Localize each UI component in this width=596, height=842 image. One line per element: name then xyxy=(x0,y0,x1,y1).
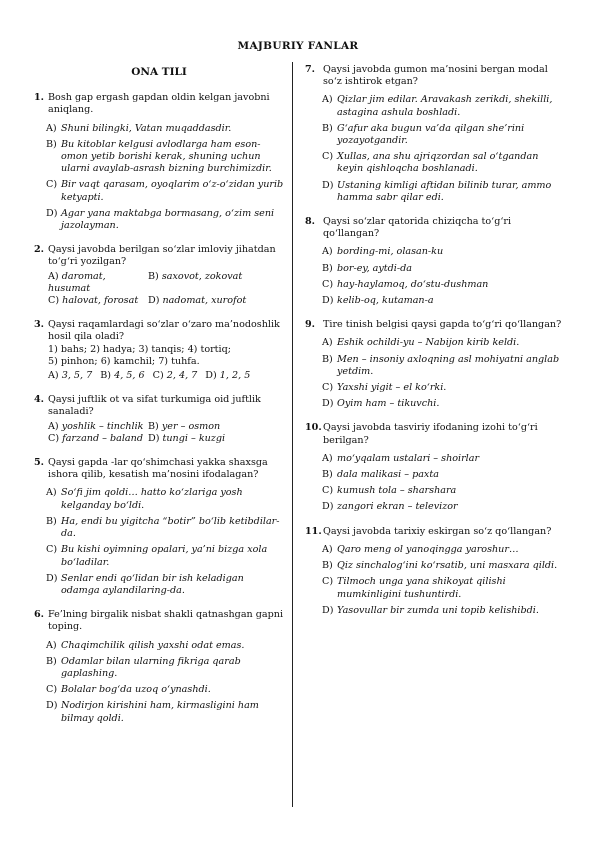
question-block xyxy=(34,244,284,307)
answer-options-row xyxy=(48,433,284,445)
column-divider xyxy=(292,62,293,807)
question-header xyxy=(34,457,284,481)
question-block xyxy=(34,92,284,232)
question-text: Qaysi javobda tarixiy eskirgan so‘z qo‘llangan? xyxy=(323,525,552,537)
option-letter: D) xyxy=(46,207,58,219)
option-letter: D) xyxy=(322,398,334,410)
question-text: Qaysi javobda gumon ma’nosini bergan modal so‘z ishtirok etgan? xyxy=(323,64,548,88)
option-letter: A) xyxy=(46,639,57,651)
question-header xyxy=(34,319,284,343)
answer-option xyxy=(322,398,567,410)
option-letter: B) xyxy=(322,353,333,365)
section-title: ONA TILI xyxy=(131,66,187,78)
option-text: dala malikasi – paxta xyxy=(337,469,439,481)
option-letter: D) xyxy=(46,572,58,584)
answer-option xyxy=(46,684,284,696)
option-text: Odamlar bilan ularning fikriga qarab gaplashing. xyxy=(61,655,241,679)
question-text: Qaysi javobda tasviriy ifodaning izohi to‘g‘ri berilgan? xyxy=(323,422,538,446)
option-text: Bolalar bog‘da uzoq o‘ynashdi. xyxy=(61,684,211,696)
answer-options xyxy=(305,94,567,204)
option-letter: A) xyxy=(48,270,59,282)
page-title: MAJBURIY FANLAR xyxy=(237,40,359,52)
option-letter: B) xyxy=(322,262,333,274)
option-text: daromat, husumat xyxy=(48,270,106,294)
question-block xyxy=(34,319,284,382)
option-text: Qaro meng ol yanoqingga yaroshur… xyxy=(337,543,519,555)
option-letter: B) xyxy=(46,138,57,150)
option-letter: A) xyxy=(46,487,57,499)
answer-options xyxy=(305,453,567,514)
answer-option xyxy=(322,544,567,556)
question-number: 3. xyxy=(34,319,45,331)
question-header xyxy=(305,64,567,88)
answer-options-inline xyxy=(34,421,284,445)
option-letter: D) xyxy=(148,295,160,307)
option-letter: D) xyxy=(322,501,334,513)
question-text: Tire tinish belgisi qaysi gapda to‘g‘ri qo‘llangan? xyxy=(323,319,562,331)
option-letter: B) xyxy=(46,655,57,667)
option-letter: A) xyxy=(46,122,57,134)
answer-option xyxy=(46,656,284,680)
answer-option xyxy=(46,487,284,511)
option-letter: C) xyxy=(322,151,334,163)
option-text: tungi – kuzgi xyxy=(162,432,226,444)
option-text: Yasovullar bir zumda uni topib kelishibdi. xyxy=(337,604,539,616)
option-letter: D) xyxy=(322,179,334,191)
question-text: Qaysi javobda berilgan so‘zlar imloviy jihatdan to‘g‘ri yozilgan? xyxy=(48,244,276,268)
option-text: Oyim ham – tikuvchi. xyxy=(337,398,440,410)
question-number: 8. xyxy=(305,216,316,228)
option-text: halovat, forosat xyxy=(62,295,139,307)
option-letter: B) xyxy=(148,420,159,432)
option-text: Senlar endi qo‘lidan bir ish keladigan odamga aylandilaring-da. xyxy=(61,572,244,596)
answer-option xyxy=(322,263,567,275)
option-text: Chaqimchilik qilish yaxshi odat emas. xyxy=(61,639,245,651)
answer-options-row xyxy=(48,295,284,307)
option-text: saxovot, zokovat xyxy=(161,270,243,282)
option-letter: B) xyxy=(322,122,333,134)
option-letter: B) xyxy=(46,515,57,527)
answer-option xyxy=(46,573,284,597)
question-text: Qaysi gapda -lar qo‘shimchasi yakka shaxsga ishora qilib, kesatish ma’nosini ifodalagan? xyxy=(48,457,268,481)
option-text: Ustaning kimligi aftidan bilinib turar, ammo hamma sabr qilar edi. xyxy=(337,179,552,203)
answer-options xyxy=(34,640,284,725)
option-letter: C) xyxy=(48,432,60,444)
question-number: 9. xyxy=(305,319,316,331)
question-number: 11. xyxy=(305,525,322,537)
answer-options-row xyxy=(48,370,284,382)
question-header xyxy=(34,394,284,418)
option-text: Eshik ochildi-yu – Nabijon kirib keldi. xyxy=(337,337,520,349)
answer-option xyxy=(322,295,567,307)
option-letter: D) xyxy=(148,432,160,444)
answer-option xyxy=(322,180,567,204)
answer-options-inline xyxy=(34,370,284,382)
answer-options xyxy=(305,246,567,307)
answer-option xyxy=(46,544,284,568)
answer-option xyxy=(46,700,284,724)
option-text: Shuni bilingki, Vatan muqaddasdir. xyxy=(61,122,232,134)
answer-option xyxy=(46,208,284,232)
answer-option xyxy=(322,279,567,291)
answer-option xyxy=(322,576,567,600)
option-text: bor-ey, aytdi-da xyxy=(337,262,412,274)
answer-option xyxy=(153,370,198,382)
option-text: Tilmoch unga yana shikoyat qilishi mumkinligini tushuntirdi. xyxy=(337,576,506,600)
option-text: Xullas, ana shu ajriqzordan sal o‘tgandan keyin qishloqcha boshlanadi. xyxy=(337,151,539,175)
answer-option xyxy=(48,271,148,295)
option-text: mo‘yqalam ustalari – shoirlar xyxy=(337,452,480,464)
answer-option xyxy=(322,123,567,147)
question-block xyxy=(34,394,284,445)
option-text: G‘afur aka bugun va’da qilgan she’rini yozayotgandir. xyxy=(337,122,525,147)
option-text: Bu kitoblar kelgusi avlodlarga ham eson-omon yetib borishi kerak, shuning uchun ularni avaylab-asrash bizning burchimizdir. xyxy=(61,138,272,175)
option-letter: C) xyxy=(322,382,334,394)
option-letter: D) xyxy=(205,370,217,382)
option-text: Bir vaqt qarasam, oyoqlarim o‘z-o‘zidan yurib ketyapti. xyxy=(61,179,284,203)
option-letter: A) xyxy=(48,370,59,382)
answer-option xyxy=(322,94,567,118)
option-letter: B) xyxy=(148,270,159,282)
option-text: 3, 5, 7 xyxy=(61,370,93,382)
question-number: 2. xyxy=(34,244,45,256)
answer-option xyxy=(322,560,567,572)
question-number: 7. xyxy=(305,64,316,75)
question-header xyxy=(34,92,284,116)
option-text: Qiz sinchalog‘ini ko‘rsatib, uni masxara qildi. xyxy=(337,560,558,572)
question-block xyxy=(305,319,567,410)
question-header xyxy=(34,244,284,268)
answer-option xyxy=(48,433,148,445)
option-text: Nodirjon kirishini ham, kirmasligini ham bilmay qoldi. xyxy=(61,700,259,724)
option-text: hay-haylamoq, do‘stu-dushman xyxy=(337,278,489,290)
answer-option xyxy=(46,139,284,176)
question-text: Bosh gap ergash gapdan oldin kelgan javobni aniqlang. xyxy=(48,92,270,116)
option-text: Yaxshi yigit – el ko‘rki. xyxy=(337,382,447,394)
option-letter: A) xyxy=(48,420,59,432)
question-block xyxy=(305,64,567,204)
answer-options-inline xyxy=(34,271,284,308)
question-number: 10. xyxy=(305,422,322,434)
option-letter: D) xyxy=(322,295,334,307)
answer-option xyxy=(322,469,567,481)
answer-option xyxy=(322,485,567,497)
question-text: Qaysi juftlik ot va sifat turkumiga oid juftlik sanaladi? xyxy=(48,394,261,418)
question-header xyxy=(34,609,284,633)
answer-options xyxy=(305,337,567,410)
option-letter: D) xyxy=(46,700,58,712)
option-letter: A) xyxy=(322,337,333,349)
question-block xyxy=(34,609,284,725)
answer-option xyxy=(205,370,250,382)
answer-option xyxy=(148,271,248,295)
question-block xyxy=(305,216,567,307)
answer-option xyxy=(148,421,248,433)
question-block xyxy=(305,526,567,617)
question-extra-line: 5) pinhon; 6) kamchil; 7) tuhfa. xyxy=(48,355,200,367)
answer-option xyxy=(148,295,248,307)
option-text: farzand – baland xyxy=(62,432,143,444)
question-header xyxy=(305,216,567,240)
answer-options-row xyxy=(48,271,284,295)
option-letter: B) xyxy=(322,560,333,572)
option-text: Ha, endi bu yigitcha “botir” bo‘lib ketibdilar-da. xyxy=(61,515,280,540)
answer-option xyxy=(148,433,248,445)
answer-options xyxy=(305,544,567,617)
left-column xyxy=(34,64,284,737)
option-letter: C) xyxy=(48,295,60,307)
option-text: Men – insoniy axloqning asl mohiyatni anglab yetdim. xyxy=(337,353,560,377)
question-number: 1. xyxy=(34,92,45,104)
option-letter: D) xyxy=(322,604,334,616)
option-letter: A) xyxy=(322,94,333,106)
question-header xyxy=(305,319,567,331)
option-text: yoshlik – tinchlik xyxy=(61,420,144,432)
option-letter: B) xyxy=(100,370,112,382)
option-text: Qizlar jim edilar. Aravakash zerikdi, shekilli, astagina ashula boshladi. xyxy=(337,94,553,118)
option-text: bording-mi, olasan-ku xyxy=(337,246,444,258)
option-text: 2, 4, 7 xyxy=(166,370,198,382)
option-text: nadomat, xurofot xyxy=(162,295,247,307)
answer-option xyxy=(322,151,567,175)
answer-option xyxy=(322,501,567,513)
option-letter: C) xyxy=(322,278,334,290)
option-letter: A) xyxy=(322,543,333,555)
answer-option xyxy=(322,337,567,349)
option-letter: C) xyxy=(152,370,164,382)
option-text: Agar yana maktabga bormasang, o‘zim seni jazolayman. xyxy=(61,207,275,232)
option-letter: C) xyxy=(46,544,58,556)
option-text: yer – osmon xyxy=(161,420,221,432)
option-text: 1, 2, 5 xyxy=(219,370,251,382)
question-text: Qaysi raqamlardagi so‘zlar o‘zaro ma’nodoshlik hosil qila oladi? xyxy=(48,319,280,343)
option-text: zangori ekran – televizor xyxy=(337,501,458,513)
answer-options xyxy=(34,123,284,233)
question-header xyxy=(305,422,567,446)
question-number: 6. xyxy=(34,609,45,621)
question-text: Qaysi so‘zlar qatorida chiziqcha to‘g‘ri qo‘llangan? xyxy=(323,216,512,240)
answer-option xyxy=(46,123,284,135)
question-header xyxy=(305,526,567,538)
answer-options-row xyxy=(48,421,284,433)
option-letter: C) xyxy=(322,485,334,497)
question-extra-line: 1) bahs; 2) hadya; 3) tanqis; 4) tortiq; xyxy=(48,343,231,355)
question-block xyxy=(305,422,567,513)
answer-option xyxy=(48,370,92,382)
answer-option xyxy=(322,605,567,617)
question-number: 4. xyxy=(34,394,45,406)
answer-option xyxy=(46,516,284,540)
question-text: Fe’lning birgalik nisbat shakli qatnashgan gapni toping. xyxy=(48,609,284,633)
option-text: kelib-oq, kutaman-a xyxy=(337,295,434,307)
answer-option xyxy=(48,421,148,433)
answer-option xyxy=(46,179,284,203)
option-text: 4, 5, 6 xyxy=(114,370,145,382)
right-column xyxy=(305,64,567,629)
option-letter: A) xyxy=(322,452,333,464)
option-text: So‘fi jim qoldi… hatto ko‘zlariga yosh kelganday bo‘ldi. xyxy=(61,487,243,511)
answer-options xyxy=(34,487,284,597)
answer-option xyxy=(322,382,567,394)
question-number: 5. xyxy=(34,457,45,469)
option-letter: C) xyxy=(322,576,334,588)
answer-option xyxy=(48,295,148,307)
question-block xyxy=(34,457,284,597)
option-letter: C) xyxy=(46,684,58,696)
answer-option xyxy=(322,246,567,258)
answer-option xyxy=(322,354,567,378)
option-text: kumush tola – sharshara xyxy=(337,485,457,497)
answer-option xyxy=(322,453,567,465)
option-letter: C) xyxy=(46,179,58,191)
option-text: Bu kishi oyimning opalari, ya’ni bizga xola bo‘ladilar. xyxy=(61,544,268,568)
option-letter: A) xyxy=(322,246,333,258)
answer-option xyxy=(46,640,284,652)
answer-option xyxy=(100,370,144,382)
option-letter: B) xyxy=(322,469,333,481)
